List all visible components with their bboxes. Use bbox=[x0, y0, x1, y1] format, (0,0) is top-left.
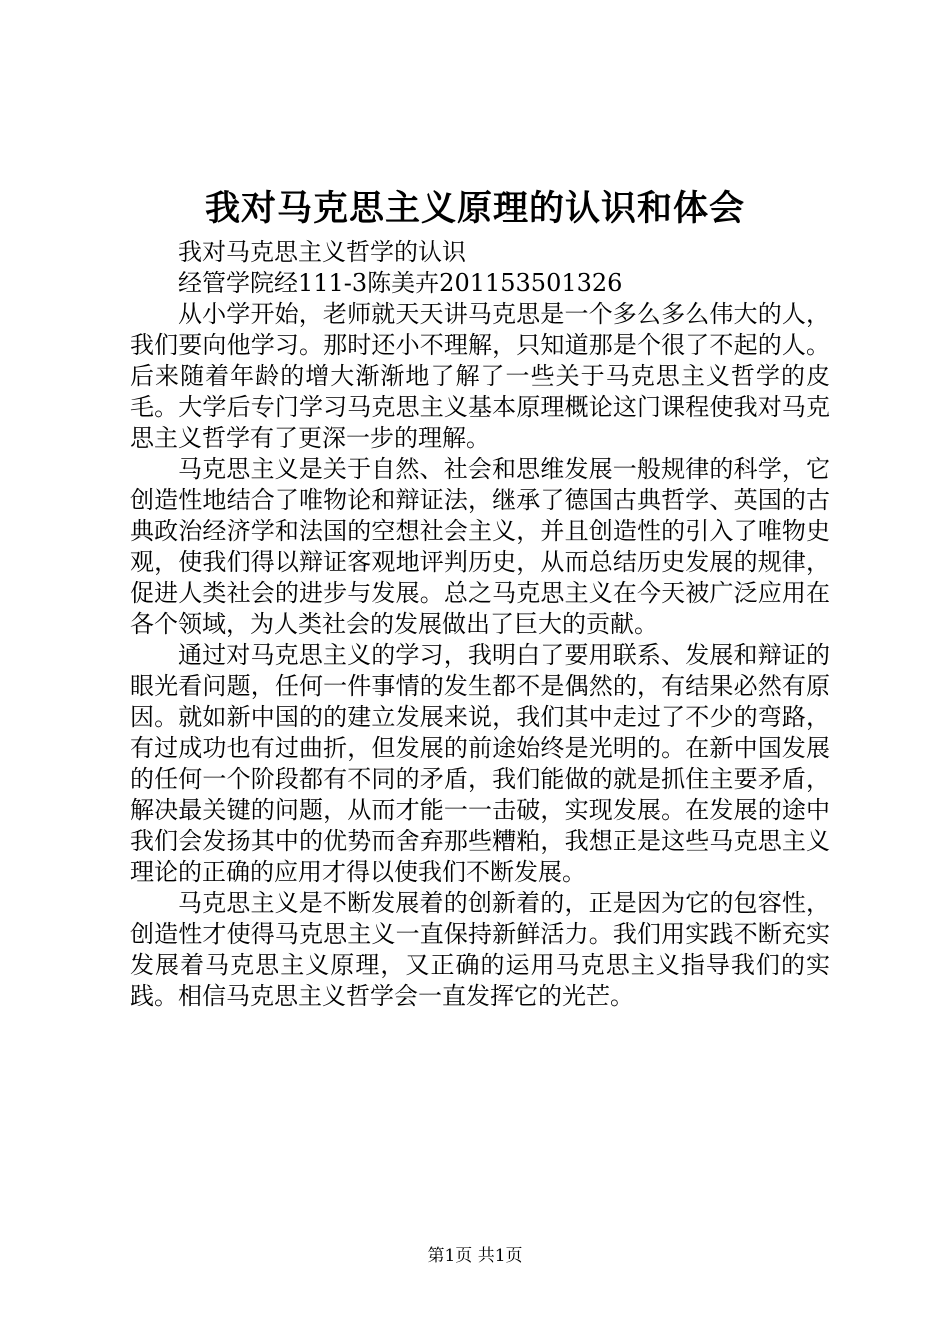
paragraph: 马克思主义是关于自然、社会和思维发展一般规律的科学，它创造性地结合了唯物论和辩证法，继承了德国古典哲学、英国的古典政治经济学和法国的空想社会主义，并且创造性的引入了唯物史观，使我们得以辩证客观地评判历史，从而总结历史发展的规律，促进人类社会的进步与发展。总之马克思主义在今天被广泛应用在各个领域，为人类社会的发展做出了巨大的贡献。 bbox=[130, 455, 830, 638]
page-footer: 第1页 共1页 bbox=[427, 1246, 523, 1266]
paragraph: 从小学开始，老师就天天讲马克思是一个多么多么伟大的人，我们要向他学习。那时还小不理解，只知道那是个很了不起的人。后来随着年龄的增大渐渐地了解了一些关于马克思主义哲学的皮毛。大学后专门学习马克思主义基本原理概论这门课程使我对马克思主义哲学有了更深一步的理解。 bbox=[130, 300, 830, 452]
paragraph: 马克思主义是不断发展着的创新着的，正是因为它的包容性，创造性才使得马克思主义一直保持新鲜活力。我们用实践不断充实发展着马克思主义原理，又正确的运用马克思主义指导我们的实践。相信马克思主义哲学会一直发挥它的光芒。 bbox=[130, 889, 830, 1010]
document-body bbox=[130, 237, 830, 1012]
subtitle: 我对马克思主义哲学的认识 bbox=[178, 238, 466, 266]
page-title: 我对马克思主义原理的认识和体会 bbox=[204, 188, 745, 229]
paragraph: 通过对马克思主义的学习，我明白了要用联系、发展和辩证的眼光看问题，任何一件事情的发生都不是偶然的，有结果必然有原因。就如新中国的的建立发展来说，我们其中走过了不少的弯路，有过成功也有过曲折，但发展的前途始终是光明的。在新中国发展的任何一个阶段都有不同的矛盾，我们能做的就是抓住主要矛盾，解决最关键的问题，从而才能一一击破，实现发展。在发展的途中我们会发扬其中的优势而舍弃那些糟粕，我想正是这些马克思主义理论的正确的应用才得以使我们不断发展。 bbox=[130, 641, 830, 886]
author-line: 经管学院经111-3陈美卉201153501326 bbox=[178, 269, 623, 297]
